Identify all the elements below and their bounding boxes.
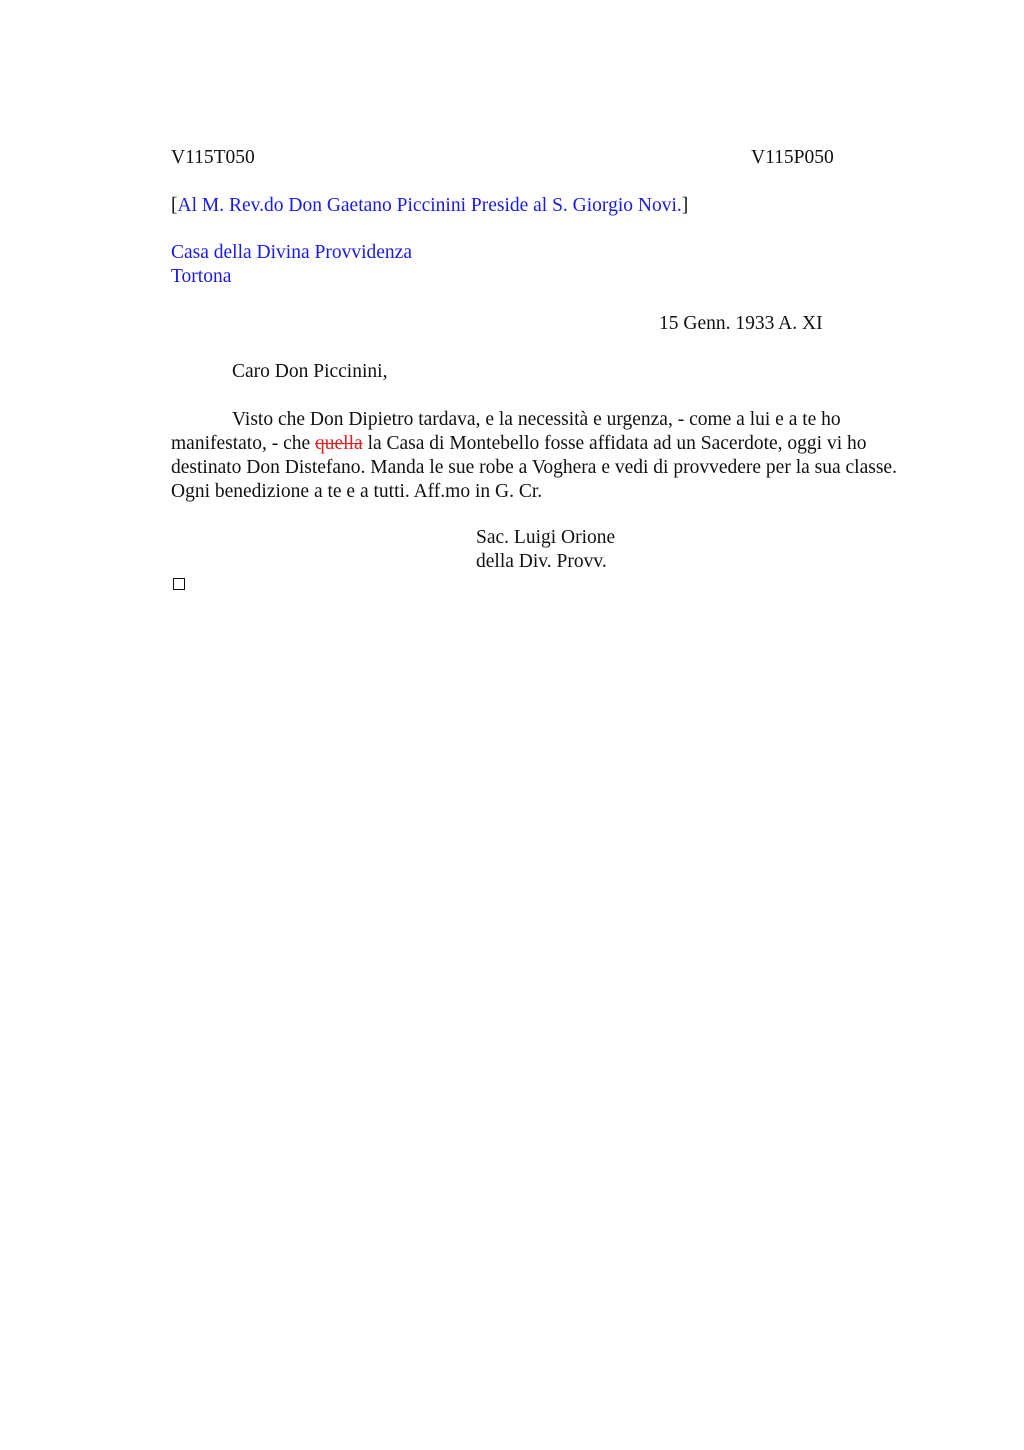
letter-body	[171, 408, 911, 504]
letterhead-line-2: Tortona	[171, 266, 232, 287]
document-code-left: V115T050	[171, 147, 255, 168]
letterhead-line-1: Casa della Divina Provvidenza	[171, 242, 412, 263]
document-code-right: V115P050	[751, 147, 834, 168]
empty-square-icon	[173, 578, 185, 590]
body-text-part-1: Visto che Don Dipietro tardava, e la necessità e urgenza, - come a lui e a te ho manifestato, - che	[171, 409, 841, 454]
deleted-word: quella	[315, 433, 363, 454]
addressee-text: Al M. Rev.do Don Gaetano Piccinini Preside al S. Giorgio Novi.	[177, 195, 682, 216]
addressee-open-bracket: [	[171, 195, 178, 216]
salutation: Caro Don Piccinini,	[232, 361, 388, 382]
addressee-close-bracket: ]	[681, 195, 689, 216]
body-text-part-2: la Casa di Montebello fosse affidata ad un Sacerdote, oggi vi ho destinato Don Distefano. Manda le sue robe a Voghera e vedi di provvedere per la sua classe. Ogni benedizione a te e a tutti. Aff.mo in G. Cr.	[171, 433, 897, 502]
signature-line-2: della Div. Provv.	[476, 551, 607, 572]
addressee-line	[171, 194, 688, 218]
signature-line-1: Sac. Luigi Orione	[476, 527, 616, 548]
letter-date: 15 Genn. 1933 A. XI	[659, 313, 823, 334]
